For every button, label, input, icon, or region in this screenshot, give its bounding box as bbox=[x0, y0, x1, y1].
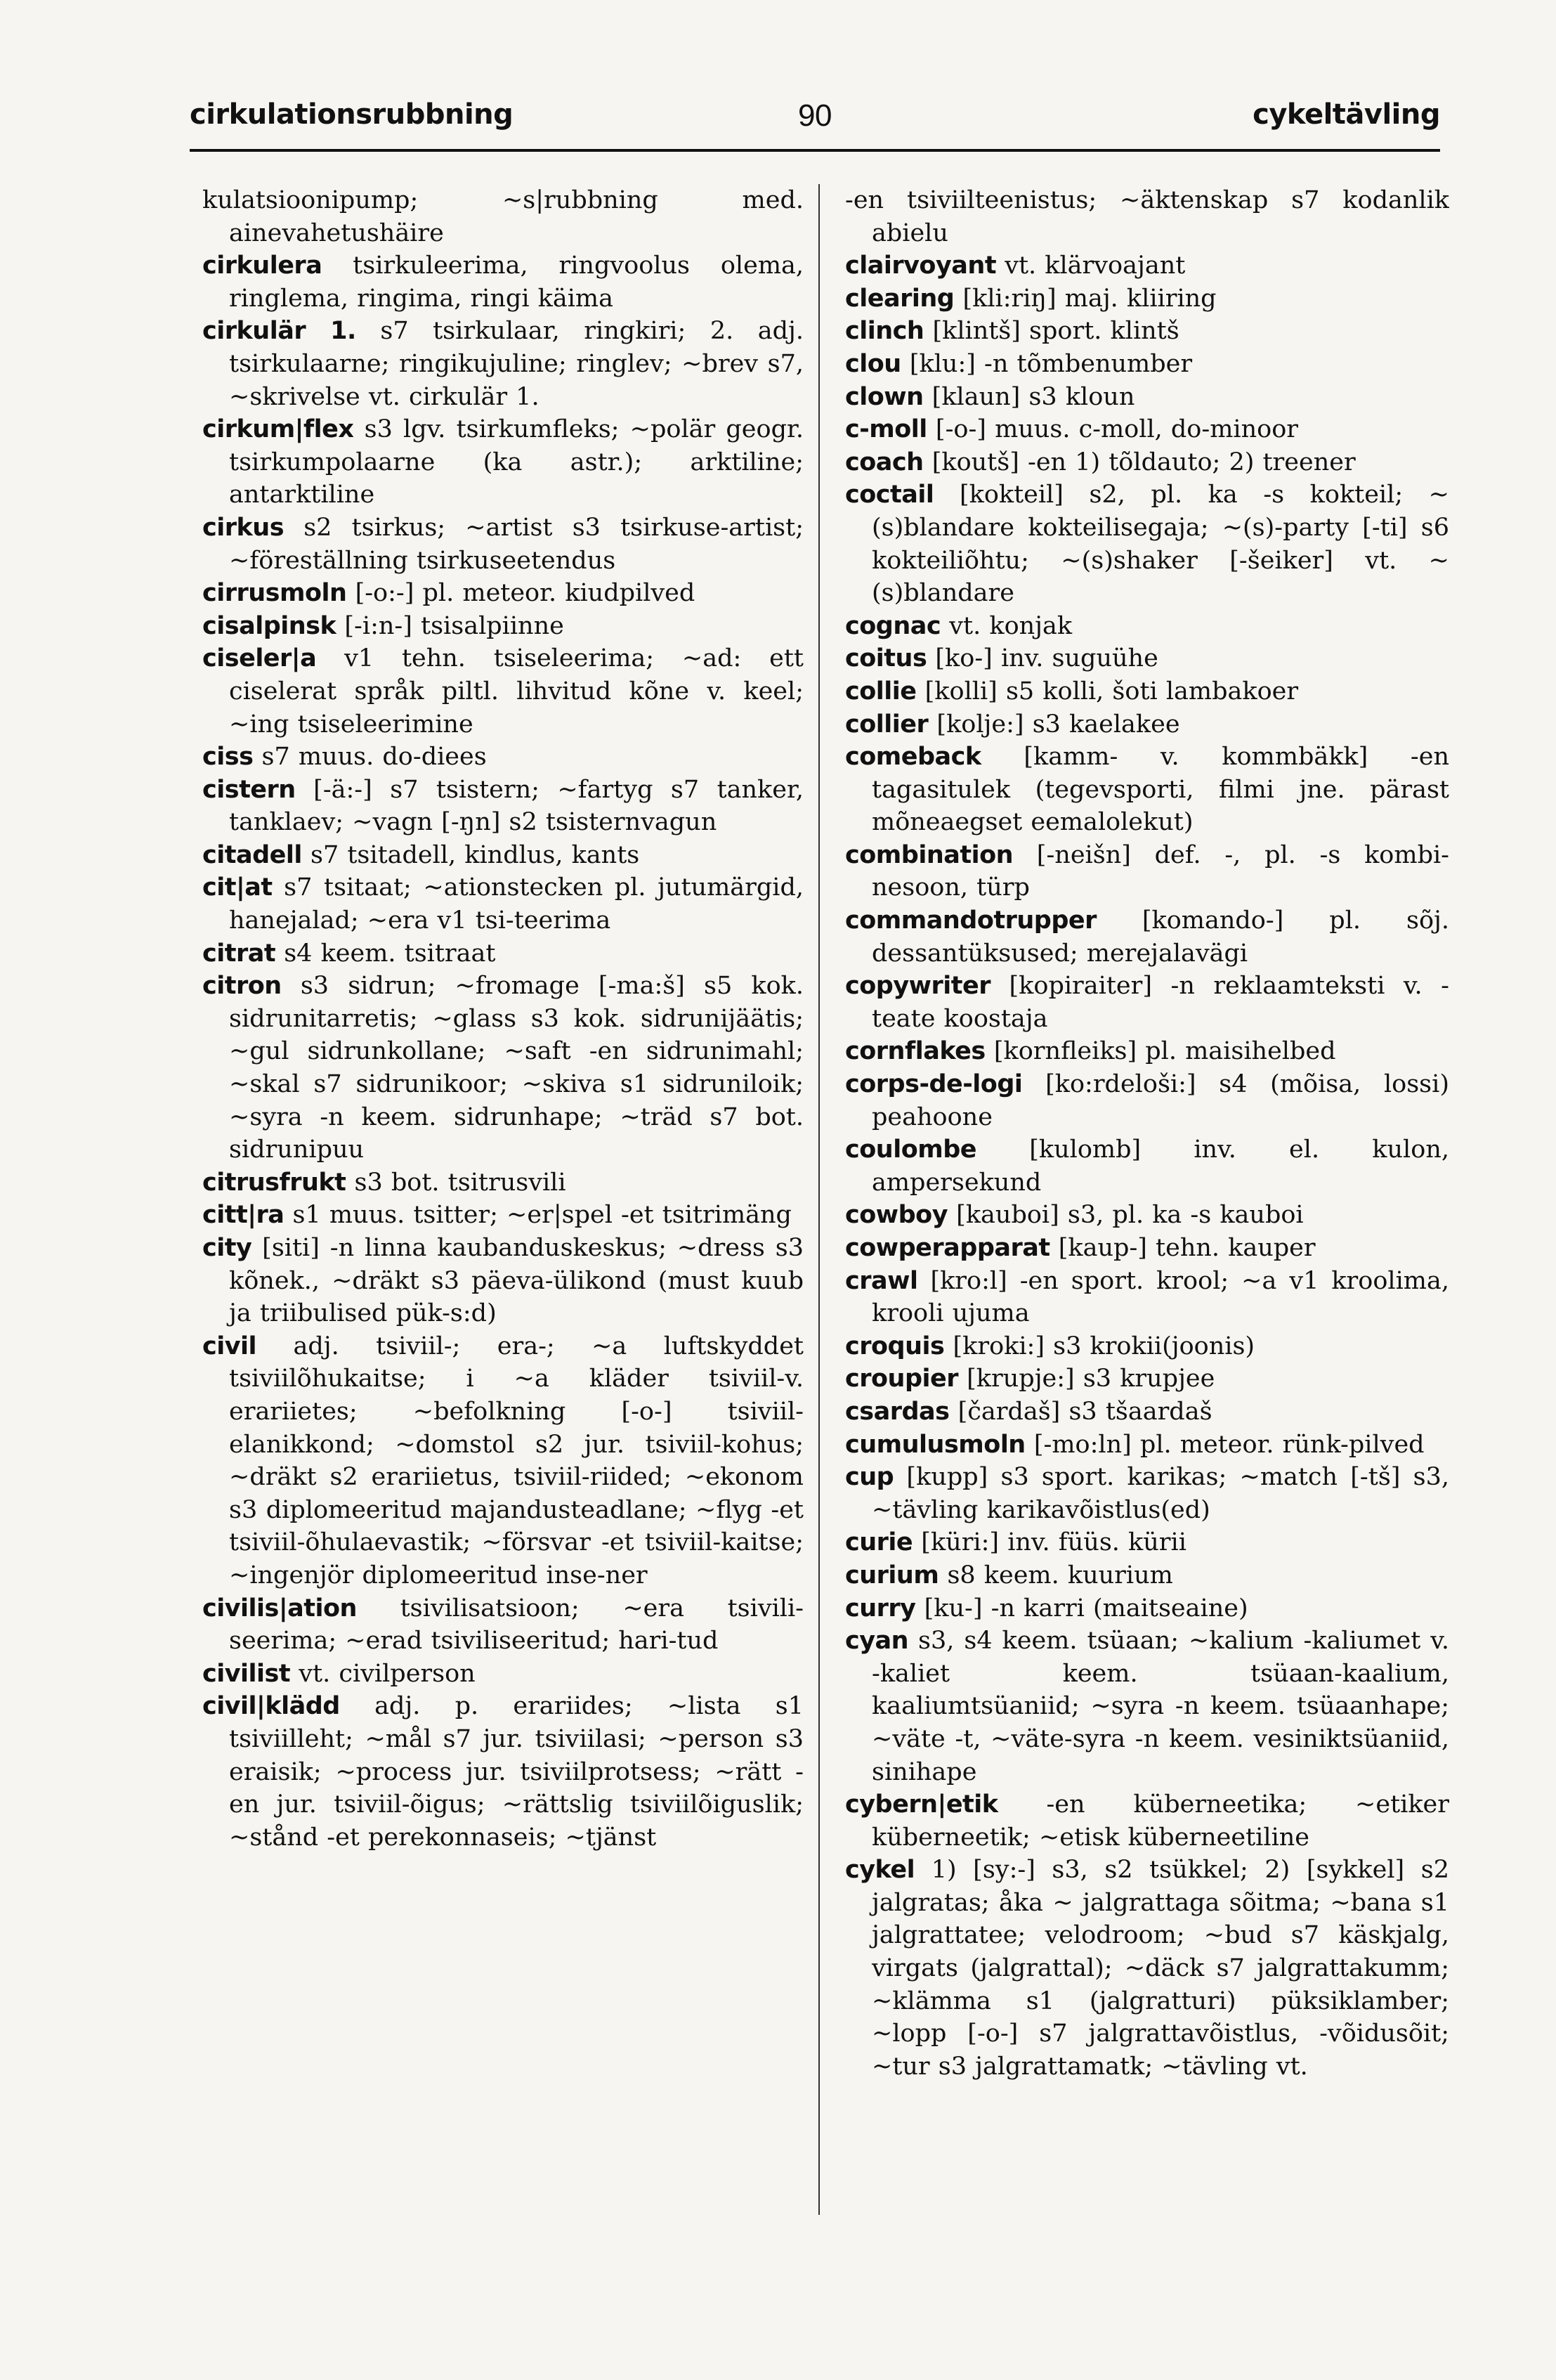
entry-headword: cup bbox=[845, 1463, 894, 1492]
entry-definition: [kauboi] s3, pl. ka -s kauboi bbox=[948, 1201, 1304, 1230]
dictionary-entry bbox=[845, 315, 1449, 348]
dictionary-entry bbox=[845, 642, 1449, 675]
entry-headword: curie bbox=[845, 1528, 913, 1557]
column-divider bbox=[818, 184, 820, 2215]
entry-definition: [küri:] inv. füüs. kürii bbox=[913, 1528, 1186, 1557]
entry-definition: [kulomb] inv. el. kulon, ampersekund bbox=[872, 1136, 1449, 1197]
entry-headword: collier bbox=[845, 710, 929, 739]
dictionary-entry bbox=[202, 1232, 804, 1330]
entry-definition: 1) [sy:-] s3, s2 tsükkel; 2) [sykkel] s2 jalgratas; åka ~ jalgrattaga sõitma; ~bana s1 jalgrattatee; velodroom; ~bud s7 käskjalg, virgats (jalgrattal); ~däck s7 jalgrattakumm; ~klämma s1 (jalgratturi) püksiklamber; ~lopp [-o-] s7 jalgrattavõistlus, -võidusõit; ~tur s3 jalgrattamatk; ~tävling vt. bbox=[872, 1856, 1449, 2081]
dictionary-entry bbox=[202, 184, 804, 249]
entry-headword: crawl bbox=[845, 1266, 918, 1295]
dictionary-entry bbox=[202, 1592, 804, 1658]
entry-headword: coctail bbox=[845, 481, 934, 509]
dictionary-entry bbox=[845, 348, 1449, 381]
entry-definition: [-o:-] pl. meteor. kiudpilved bbox=[346, 579, 695, 608]
dictionary-entry bbox=[845, 1133, 1449, 1199]
entry-definition: s7 tsirkulaar, ringkiri; 2. adj. tsirkulaarne; ringikujuline; ringlev; ~brev s7, ~skrivelse vt. cirkulär 1. bbox=[229, 317, 804, 411]
dictionary-entry bbox=[845, 1559, 1449, 1592]
entry-definition: s7 tsitaat; ~ationstecken pl. jutumärgid, hanejalad; ~era v1 tsi-teerima bbox=[229, 873, 804, 935]
dictionary-entry bbox=[202, 1690, 804, 1854]
entry-headword: commandotrupper bbox=[845, 906, 1097, 935]
right-column bbox=[845, 184, 1449, 2236]
entry-definition: [kaup-] tehn. kauper bbox=[1050, 1234, 1316, 1262]
entry-headword: civil bbox=[202, 1332, 257, 1360]
entry-definition: s7 tsitadell, kindlus, kants bbox=[301, 840, 640, 869]
entry-headword: copywriter bbox=[845, 972, 991, 1001]
dictionary-entry bbox=[845, 282, 1449, 316]
entry-headword: cirrusmoln bbox=[202, 579, 347, 608]
dictionary-entry bbox=[202, 970, 804, 1166]
entry-definition: -en tsiviilteenistus; ~äktenskap s7 kodanlik abielu bbox=[845, 186, 1449, 247]
entry-headword: citron bbox=[202, 972, 282, 1001]
dictionary-entry bbox=[845, 381, 1449, 414]
entry-headword: curry bbox=[845, 1594, 916, 1623]
entry-headword: cykel bbox=[845, 1856, 915, 1885]
entry-headword: croupier bbox=[845, 1365, 959, 1393]
entry-headword: cirkulär 1. bbox=[202, 317, 356, 346]
dictionary-entry bbox=[845, 904, 1449, 970]
entry-definition: -en küberneetika; ~etiker küberneetik; ~etisk küberneetiline bbox=[872, 1790, 1449, 1852]
entry-headword: clearing bbox=[845, 284, 955, 313]
dictionary-entry bbox=[845, 184, 1449, 249]
entry-definition: [kupp] s3 sport. karikas; ~match [-tš] s3, ~tävling karikavõistlus(ed) bbox=[872, 1463, 1449, 1524]
entry-definition: [ko-] inv. suguühe bbox=[927, 644, 1158, 673]
entry-headword: csardas bbox=[845, 1397, 950, 1426]
entry-definition: [-mo:ln] pl. meteor. rünk-pilved bbox=[1025, 1430, 1425, 1459]
entry-headword: cowperapparat bbox=[845, 1234, 1050, 1262]
entry-headword: comeback bbox=[845, 743, 981, 772]
entry-headword: ciseler|a bbox=[202, 644, 317, 673]
entry-definition: kulatsioonipump; ~s|rubbning med. ainevahetushäire bbox=[202, 186, 804, 247]
entry-definition: adj. tsiviil-; era-; ~a luftskyddet tsiviilõhukaitse; i ~a kläder tsiviil-v. erariietes; ~befolkning [-o-] tsiviil-elanikkond; ~domstol s2 jur. tsiviil-kohus; ~dräkt s2 erariietus, tsiviil-riided; ~ekonom s3 diplomeeritud majandusteadlane; ~flyg -et tsiviil-õhulaevastik; ~försvar -et tsiviil-kaitse; ~ingenjör diplomeeritud inse-ner bbox=[229, 1332, 804, 1589]
dictionary-entry bbox=[202, 741, 804, 774]
dictionary-entry bbox=[202, 839, 804, 872]
entry-definition: vt. konjak bbox=[941, 611, 1073, 640]
entry-definition: [kroki:] s3 krokii(joonis) bbox=[944, 1332, 1255, 1360]
entry-headword: civilis|ation bbox=[202, 1594, 357, 1623]
dictionary-entry bbox=[845, 675, 1449, 708]
left-column bbox=[202, 184, 804, 2236]
dictionary-entry bbox=[845, 970, 1449, 1035]
entry-definition: s8 keem. kuurium bbox=[939, 1561, 1173, 1589]
dictionary-entry bbox=[202, 642, 804, 741]
entry-definition: [kolje:] s3 kaelakee bbox=[928, 710, 1180, 739]
entry-definition: s1 muus. tsitter; ~er|spel -et tsitrimäng bbox=[284, 1201, 792, 1230]
entry-definition: s4 keem. tsitraat bbox=[275, 939, 496, 968]
entry-headword: cirkulera bbox=[202, 252, 322, 280]
entry-definition: [kolli] s5 kolli, šoti lambakoer bbox=[916, 677, 1299, 705]
entry-definition: s3, s4 keem. tsüaan; ~kalium -kaliumet v. -kaliet keem. tsüaan-kaalium, kaaliumtsüaniid; ~syra -n keem. tsüaanhape; ~väte -t, ~väte-syra -n keem. vesiniktsüaniid, sinihape bbox=[872, 1627, 1449, 1786]
dictionary-entry bbox=[845, 413, 1449, 446]
entry-headword: corps-de-logi bbox=[845, 1070, 1023, 1099]
entry-definition: [krupje:] s3 krupjee bbox=[958, 1365, 1215, 1393]
dictionary-entry bbox=[202, 1658, 804, 1691]
entry-headword: coulombe bbox=[845, 1136, 977, 1164]
entry-headword: clairvoyant bbox=[845, 252, 997, 280]
dictionary-entry bbox=[845, 1199, 1449, 1232]
entry-headword: cirkus bbox=[202, 513, 285, 542]
entry-definition: [klintš] sport. klintš bbox=[924, 317, 1179, 346]
entry-headword: combination bbox=[845, 840, 1014, 869]
dictionary-entry bbox=[202, 871, 804, 937]
dictionary-entry bbox=[845, 1265, 1449, 1330]
dictionary-entry bbox=[202, 1199, 804, 1232]
dictionary-entry bbox=[845, 839, 1449, 904]
entry-headword: civil|klädd bbox=[202, 1692, 340, 1721]
entry-definition: [klaun] s3 kloun bbox=[923, 382, 1135, 411]
entry-definition: [-neišn] def. -, pl. -s kombi-nesoon, türp bbox=[872, 840, 1449, 902]
entry-definition: v1 tehn. tsiseleerima; ~ad: ett ciselerat språk piltl. lihvitud kõne v. keel; ~ing tsiseleerimine bbox=[229, 644, 804, 739]
dictionary-entry bbox=[202, 937, 804, 970]
dictionary-entry bbox=[845, 1592, 1449, 1625]
dictionary-entry bbox=[845, 610, 1449, 643]
entry-headword: clou bbox=[845, 349, 901, 378]
dictionary-entry bbox=[845, 1526, 1449, 1559]
entry-definition: [-o-] muus. c-moll, do-minoor bbox=[927, 415, 1298, 444]
entry-definition: [kornfleiks] pl. maisihelbed bbox=[985, 1037, 1336, 1066]
entry-headword: cit|at bbox=[202, 873, 273, 902]
entry-definition: [kro:l] -en sport. krool; ~a v1 kroolima, krooli ujuma bbox=[872, 1266, 1449, 1328]
header-rule bbox=[190, 149, 1440, 152]
entry-definition: tsivilisatsioon; ~era tsivili-seerima; ~erad tsiviliseeritud; hari-tud bbox=[229, 1594, 804, 1656]
entry-headword: curium bbox=[845, 1561, 939, 1589]
dictionary-entry bbox=[845, 1396, 1449, 1429]
dictionary-entry bbox=[202, 512, 804, 577]
entry-headword: collie bbox=[845, 677, 917, 705]
dictionary-entry bbox=[845, 1068, 1449, 1133]
entry-definition: [siti] -n linna kaubanduskeskus; ~dress s3 kõnek., ~dräkt s3 päeva-ülikond (must kuub ja triibulised pük-s:d) bbox=[229, 1234, 804, 1328]
dictionary-entry bbox=[202, 577, 804, 610]
entry-headword: city bbox=[202, 1234, 252, 1262]
page-number: 90 bbox=[798, 98, 832, 133]
entry-definition: [kopiraiter] -n reklaamteksti v. -teate koostaja bbox=[872, 972, 1449, 1033]
entry-definition: [-i:n-] tsisalpiinne bbox=[336, 611, 564, 640]
header-first-word: cirkulationsrubbning bbox=[190, 98, 514, 131]
entry-headword: cognac bbox=[845, 611, 941, 640]
entry-headword: civilist bbox=[202, 1659, 291, 1688]
dictionary-entry bbox=[202, 413, 804, 512]
entry-headword: cowboy bbox=[845, 1201, 948, 1230]
entry-headword: c-moll bbox=[845, 415, 927, 444]
entry-definition: [komando-] pl. sõj. dessantüksused; merejalavägi bbox=[872, 906, 1449, 968]
entry-definition: s3 bot. tsitrusvili bbox=[346, 1168, 566, 1197]
entry-definition: tsirkuleerima, ringvoolus olema, ringlema, ringima, ringi käima bbox=[229, 252, 804, 313]
entry-definition: [-ä:-] s7 tsistern; ~fartyg s7 tanker, tanklaev; ~vagn [-ŋn] s2 tsisternvagun bbox=[229, 775, 804, 837]
entry-headword: citadell bbox=[202, 840, 302, 869]
page-header bbox=[190, 98, 1440, 155]
dictionary-entry bbox=[845, 1363, 1449, 1396]
dictionary-entry bbox=[202, 1330, 804, 1592]
entry-definition: s7 muus. do-diees bbox=[253, 743, 487, 772]
entry-definition: [kokteil] s2, pl. ka -s kokteil; ~(s)blandare kokteilisegaja; ~(s)-party [-ti] s6 kokteiliõhtu; ~(s)shaker [-šeiker] vt. ~(s)blandare bbox=[872, 481, 1449, 608]
entry-headword: cisalpinsk bbox=[202, 611, 336, 640]
dictionary-entry bbox=[845, 708, 1449, 741]
dictionary-entry bbox=[845, 1625, 1449, 1788]
entry-definition: vt. civilperson bbox=[290, 1659, 476, 1688]
entry-definition: [ku-] -n karri (maitseaine) bbox=[915, 1594, 1248, 1623]
entry-definition: s3 sidrun; ~fromage [-ma:š] s5 kok. sidrunitarretis; ~glass s3 kok. sidrunijäätis; ~gul sidrunkollane; ~saft -en sidrunimahl; ~skal s7 sidrunikoor; ~skiva s1 sidruniloik; ~syra -n keem. sidrunhape; ~träd s7 bot. sidrunipuu bbox=[229, 972, 804, 1164]
entry-headword: cirkum|flex bbox=[202, 415, 354, 444]
entry-definition: [koutš] -en 1) tõldauto; 2) treener bbox=[923, 448, 1356, 476]
entry-definition: [ko:rdeloši:] s4 (mõisa, lossi) peahoone bbox=[872, 1070, 1449, 1131]
entry-headword: clown bbox=[845, 382, 924, 411]
entry-headword: cyan bbox=[845, 1627, 909, 1656]
entry-headword: citrat bbox=[202, 939, 276, 968]
dictionary-entry bbox=[202, 1166, 804, 1199]
entry-definition: [kli:riŋ] maj. kliiring bbox=[954, 284, 1217, 313]
entry-headword: cornflakes bbox=[845, 1037, 986, 1066]
dictionary-entry bbox=[845, 1788, 1449, 1854]
dictionary-entry bbox=[845, 249, 1449, 282]
dictionary-entry bbox=[845, 1232, 1449, 1265]
dictionary-entry bbox=[845, 1330, 1449, 1363]
dictionary-entry bbox=[845, 479, 1449, 609]
entry-definition: adj. p. erariides; ~lista s1 tsiviilleht; ~mål s7 jur. tsiviilasi; ~person s3 eraisik; ~process jur. tsiviilprotsess; ~rätt -en jur. tsiviil-õigus; ~rättslig tsiviilõiguslik; ~stånd -et perekonnaseis; ~tjänst bbox=[229, 1692, 804, 1852]
entry-definition: s2 tsirkus; ~artist s3 tsirkuse-artist; ~föreställning tsirkuseetendus bbox=[229, 513, 804, 575]
header-last-word: cykeltävling bbox=[1253, 98, 1440, 131]
dictionary-entry bbox=[845, 1461, 1449, 1526]
dictionary-entry bbox=[845, 1035, 1449, 1068]
dictionary-entry bbox=[202, 774, 804, 839]
entry-headword: cumulusmoln bbox=[845, 1430, 1026, 1459]
entry-definition: [kamm- v. kommbäkk] -en tagasitulek (tegevsporti, filmi jne. pärast mõneaegset eemalolekut) bbox=[872, 743, 1449, 837]
dictionary-entry bbox=[845, 1854, 1449, 2083]
entry-headword: croquis bbox=[845, 1332, 945, 1360]
entry-definition: vt. klärvoajant bbox=[996, 252, 1186, 280]
dictionary-entry bbox=[845, 446, 1449, 479]
entry-headword: cybern|etik bbox=[845, 1790, 998, 1819]
dictionary-entry bbox=[845, 1429, 1449, 1462]
dictionary-entry bbox=[202, 249, 804, 315]
entry-headword: cistern bbox=[202, 775, 296, 804]
entry-headword: ciss bbox=[202, 743, 254, 772]
entry-headword: clinch bbox=[845, 317, 924, 346]
entry-headword: citrusfrukt bbox=[202, 1168, 346, 1197]
entry-headword: coach bbox=[845, 448, 924, 476]
entry-definition: [čardaš] s3 tšaardaš bbox=[949, 1397, 1212, 1426]
dictionary-entry bbox=[845, 741, 1449, 839]
entry-definition: [klu:] -n tõmbenumber bbox=[901, 349, 1193, 378]
entry-definition: s3 lgv. tsirkumfleks; ~polär geogr. tsirkumpolaarne (ka astr.); arktiline; antarktiline bbox=[229, 415, 804, 509]
entry-headword: citt|ra bbox=[202, 1201, 285, 1230]
dictionary-entry bbox=[202, 610, 804, 643]
entry-headword: coitus bbox=[845, 644, 927, 673]
dictionary-entry bbox=[202, 315, 804, 413]
